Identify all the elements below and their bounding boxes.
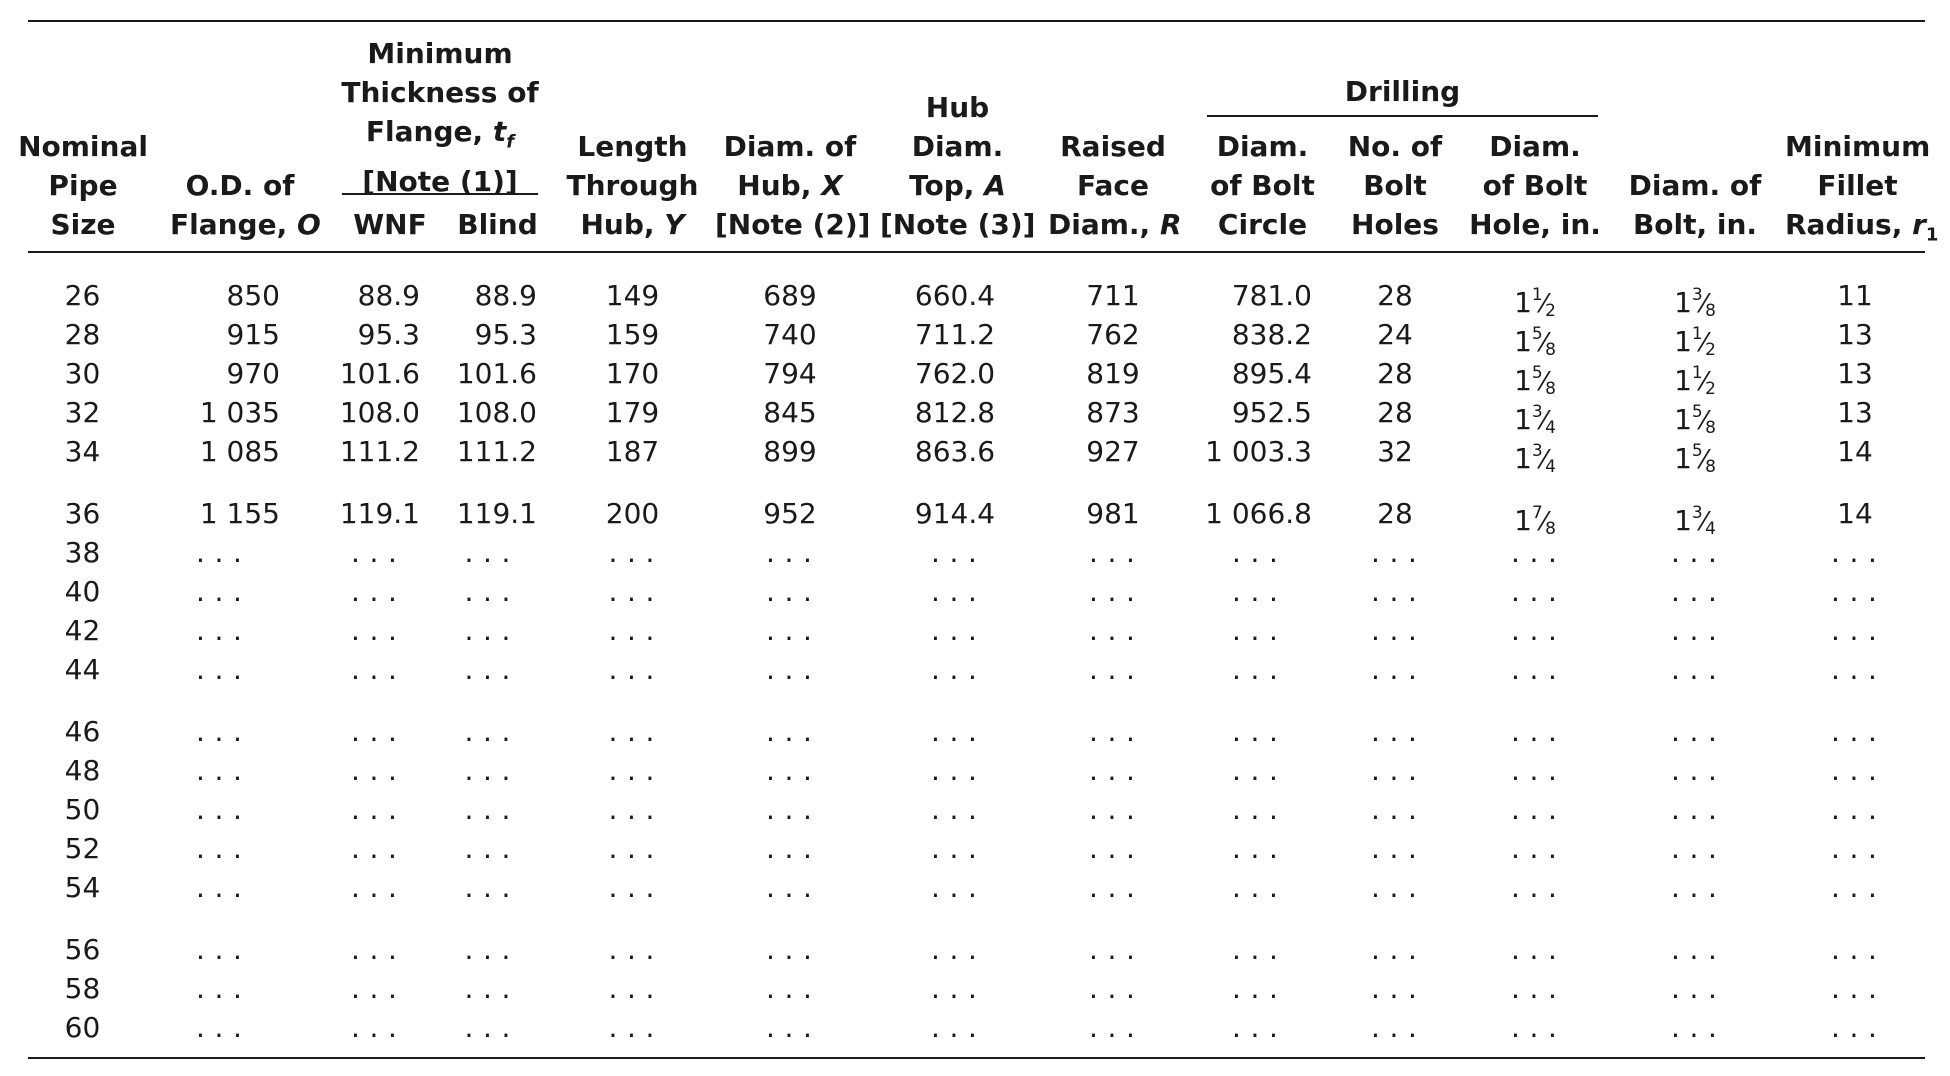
table-cell-od: . . .	[196, 715, 244, 748]
table-cell-bc: 1 066.8	[1205, 497, 1312, 530]
table-cell-blind: 101.6	[456, 357, 537, 390]
table-cell-a: . . .	[931, 715, 979, 748]
table-cell-a: . . .	[931, 793, 979, 826]
table-cell-nh: 28	[1377, 497, 1413, 530]
table-cell-a: 914.4	[914, 497, 996, 530]
table-cell-fillet: 14	[1837, 497, 1873, 530]
table-cell-bd: $1^3⁄_4$	[1674, 503, 1716, 539]
header-od-flange: O.D. of Flange, O	[170, 169, 321, 241]
header-diam-bolt-hole: Diam. of Bolt Hole, in.	[1469, 130, 1601, 241]
table-cell-y: . . .	[608, 653, 657, 686]
table-cell-nh: . . .	[1371, 933, 1419, 966]
table-cell-size: 30	[64, 357, 101, 390]
table-cell-y: . . .	[608, 972, 657, 1005]
header-wnf: WNF	[353, 208, 427, 241]
table-cell-bh: . . .	[1511, 933, 1559, 966]
table-cell-size: 36	[64, 497, 101, 530]
table-cell-bd: $1^5⁄_8$	[1674, 402, 1716, 438]
table-cell-nh: . . .	[1371, 614, 1419, 647]
table-cell-size: 34	[64, 435, 101, 468]
table-cell-wnf: 101.6	[339, 357, 420, 390]
table-cell-blind: . . .	[464, 754, 513, 787]
header-raised-face: Raised Face Diam., R	[1048, 130, 1182, 241]
table-cell-blind: . . .	[464, 972, 513, 1005]
table-cell-od: . . .	[196, 793, 244, 826]
table-cell-od: . . .	[196, 1011, 244, 1044]
table-cell-fillet: . . .	[1831, 536, 1879, 569]
table-cell-bc: . . .	[1232, 614, 1280, 647]
table-cell-od: 1 155	[199, 497, 280, 530]
table-cell-size: 32	[64, 396, 101, 429]
table-cell-size: 26	[64, 279, 101, 312]
table-cell-wnf: . . .	[351, 653, 399, 686]
table-cell-r: . . .	[1089, 871, 1137, 904]
table-cell-bd: . . .	[1671, 653, 1719, 686]
table-cell-a: . . .	[931, 871, 979, 904]
table-cell-x: 845	[763, 396, 817, 429]
table-cell-nh: . . .	[1371, 754, 1419, 787]
table-cell-r: 927	[1086, 435, 1140, 468]
table-cell-wnf: . . .	[351, 793, 399, 826]
table-cell-od: . . .	[196, 754, 244, 787]
table-cell-a: 812.8	[914, 396, 996, 429]
table-cell-blind: 108.0	[456, 396, 537, 429]
table-cell-size: 58	[64, 972, 101, 1005]
table-cell-a: . . .	[931, 1011, 979, 1044]
table-cell-bc: . . .	[1232, 793, 1280, 826]
table-cell-bh: . . .	[1511, 754, 1559, 787]
table-cell-bh: . . .	[1511, 575, 1559, 608]
table-cell-a: 863.6	[914, 435, 996, 468]
table-cell-size: 56	[64, 933, 101, 966]
table-cell-r: . . .	[1089, 653, 1137, 686]
table-cell-y: . . .	[608, 614, 657, 647]
table-cell-blind: 111.2	[456, 435, 537, 468]
table-cell-x: . . .	[766, 793, 814, 826]
table-cell-od: . . .	[196, 536, 244, 569]
table-cell-fillet: 14	[1837, 435, 1873, 468]
table-cell-r: 711	[1086, 279, 1140, 312]
table-cell-bh: . . .	[1511, 793, 1559, 826]
table-cell-fillet: . . .	[1831, 871, 1879, 904]
table-cell-x: . . .	[766, 653, 814, 686]
header-diam-hub: Diam. of Hub, X [Note (2)]	[715, 130, 871, 241]
table-cell-od: . . .	[196, 832, 244, 865]
table-cell-bh: $1^3⁄_4$	[1514, 441, 1556, 477]
table-cell-y: 179	[605, 396, 660, 429]
table-cell-a: . . .	[931, 832, 979, 865]
table-cell-x: . . .	[766, 933, 814, 966]
table-cell-od: . . .	[196, 871, 244, 904]
table-cell-y: . . .	[608, 536, 657, 569]
table-cell-bd: . . .	[1671, 933, 1719, 966]
table-cell-y: . . .	[608, 715, 657, 748]
table-cell-wnf: . . .	[351, 933, 399, 966]
table-cell-fillet: 13	[1837, 318, 1873, 351]
table-cell-y: 149	[605, 279, 660, 312]
table-cell-fillet: . . .	[1831, 933, 1879, 966]
table-cell-x: 689	[763, 279, 817, 312]
table-cell-r: . . .	[1089, 536, 1137, 569]
table-cell-od: . . .	[196, 614, 244, 647]
header-diam-bolt: Diam. of Bolt, in.	[1628, 169, 1762, 241]
table-cell-wnf: . . .	[351, 754, 399, 787]
table-cell-bc: 895.4	[1231, 357, 1312, 390]
table-cell-size: 60	[64, 1011, 101, 1044]
table-cell-blind: . . .	[464, 614, 513, 647]
table-cell-od: 915	[226, 318, 280, 351]
table-cell-bd: . . .	[1671, 575, 1719, 608]
table-cell-size: 54	[64, 871, 101, 904]
table-cell-a: 660.4	[914, 279, 996, 312]
table-cell-size: 42	[64, 614, 101, 647]
table-cell-a: . . .	[931, 614, 979, 647]
table-cell-wnf: 119.1	[339, 497, 420, 530]
table-cell-size: 38	[64, 536, 101, 569]
table-cell-y: . . .	[608, 1011, 657, 1044]
table-cell-bc: . . .	[1232, 972, 1280, 1005]
table-cell-a: . . .	[931, 536, 979, 569]
table-cell-bh: . . .	[1511, 871, 1559, 904]
table-cell-blind: 119.1	[456, 497, 537, 530]
table-cell-bd: . . .	[1671, 1011, 1719, 1044]
table-cell-bh: $1^3⁄_4$	[1514, 402, 1556, 438]
header-nominal-pipe-size: Nominal Pipe Size	[18, 130, 148, 241]
header-min-fillet: Minimum Fillet Radius, $r_1$	[1785, 130, 1939, 246]
table-cell-nh: . . .	[1371, 575, 1419, 608]
table-cell-bc: . . .	[1232, 536, 1280, 569]
table-cell-bc: . . .	[1232, 715, 1280, 748]
table-cell-r: . . .	[1089, 832, 1137, 865]
table-cell-bc: . . .	[1232, 933, 1280, 966]
table-cell-r: . . .	[1089, 972, 1137, 1005]
table-cell-fillet: 13	[1837, 396, 1873, 429]
table-cell-y: . . .	[608, 832, 657, 865]
table-cell-fillet: 13	[1837, 357, 1873, 390]
table-cell-bh: $1^5⁄_8$	[1514, 363, 1556, 399]
table-cell-fillet: . . .	[1831, 754, 1879, 787]
table-cell-blind: . . .	[464, 653, 513, 686]
table-cell-od: 970	[226, 357, 280, 390]
table-cell-bc: 781.0	[1231, 279, 1312, 312]
table-cell-nh: 24	[1377, 318, 1413, 351]
top-rule	[28, 20, 1925, 22]
table-cell-bh: . . .	[1511, 1011, 1559, 1044]
table-cell-size: 50	[64, 793, 101, 826]
table-cell-nh: 28	[1377, 357, 1413, 390]
header-blind: Blind	[457, 208, 538, 241]
table-cell-blind: . . .	[464, 536, 513, 569]
table-cell-x: . . .	[766, 575, 814, 608]
header-drilling: Drilling	[1344, 75, 1461, 108]
table-cell-y: . . .	[608, 871, 657, 904]
table-cell-bh: . . .	[1511, 653, 1559, 686]
table-cell-wnf: . . .	[351, 575, 399, 608]
header-bottom-rule	[28, 251, 1925, 253]
table-cell-a: 711.2	[914, 318, 996, 351]
table-cell-wnf: 111.2	[339, 435, 420, 468]
table-cell-wnf: . . .	[351, 715, 399, 748]
table-cell-x: . . .	[766, 871, 814, 904]
table-cell-y: . . .	[608, 933, 657, 966]
table-cell-fillet: . . .	[1831, 832, 1879, 865]
table-cell-bh: . . .	[1511, 614, 1559, 647]
table-cell-x: 899	[763, 435, 817, 468]
table-cell-r: 762	[1086, 318, 1140, 351]
table-cell-x: . . .	[766, 832, 814, 865]
table-cell-a: . . .	[931, 653, 979, 686]
table-cell-wnf: 108.0	[339, 396, 420, 429]
table-cell-blind: 88.9	[474, 279, 537, 312]
table-cell-r: . . .	[1089, 793, 1137, 826]
table-cell-bc: . . .	[1232, 871, 1280, 904]
table-cell-r: . . .	[1089, 1011, 1137, 1044]
table-cell-x: 794	[763, 357, 817, 390]
table-cell-bc: . . .	[1232, 832, 1280, 865]
table-cell-nh: . . .	[1371, 972, 1419, 1005]
table-cell-bd: . . .	[1671, 871, 1719, 904]
table-cell-blind: . . .	[464, 575, 513, 608]
table-cell-nh: . . .	[1371, 871, 1419, 904]
table-cell-od: 1 035	[199, 396, 280, 429]
table-cell-fillet: . . .	[1831, 614, 1879, 647]
table-cell-nh: 28	[1377, 279, 1413, 312]
table-cell-x: 952	[763, 497, 817, 530]
table-cell-blind: . . .	[464, 1011, 513, 1044]
table-cell-bd: $1^1⁄_2$	[1674, 324, 1716, 360]
table-cell-size: 44	[64, 653, 101, 686]
header-diam-bolt-circle: Diam. of Bolt Circle	[1210, 130, 1315, 241]
table-cell-nh: . . .	[1371, 715, 1419, 748]
table-cell-nh: . . .	[1371, 1011, 1419, 1044]
table-cell-fillet: . . .	[1831, 972, 1879, 1005]
table-cell-bd: . . .	[1671, 754, 1719, 787]
table-cell-a: . . .	[931, 575, 979, 608]
table-cell-bc: . . .	[1232, 1011, 1280, 1044]
table-cell-wnf: 88.9	[357, 279, 420, 312]
table-cell-wnf: . . .	[351, 1011, 399, 1044]
table-cell-bc: . . .	[1232, 754, 1280, 787]
table-cell-y: . . .	[608, 754, 657, 787]
table-cell-nh: . . .	[1371, 793, 1419, 826]
table-cell-size: 52	[64, 832, 101, 865]
table-cell-a: 762.0	[914, 357, 996, 390]
table-cell-a: . . .	[931, 972, 979, 1005]
table-cell-blind: . . .	[464, 871, 513, 904]
table-cell-bh: . . .	[1511, 536, 1559, 569]
table-cell-x: . . .	[766, 754, 814, 787]
table-cell-bc: . . .	[1232, 575, 1280, 608]
table-cell-x: . . .	[766, 1011, 814, 1044]
table-cell-od: 850	[226, 279, 280, 312]
table-cell-r: 819	[1086, 357, 1140, 390]
table-cell-bc: 952.5	[1231, 396, 1312, 429]
table-cell-nh: 28	[1377, 396, 1413, 429]
table-cell-r: . . .	[1089, 754, 1137, 787]
table-cell-blind: . . .	[464, 793, 513, 826]
table-cell-bd: $1^3⁄_8$	[1674, 285, 1716, 321]
table-cell-size: 46	[64, 715, 101, 748]
table-cell-fillet: . . .	[1831, 793, 1879, 826]
table-cell-y: 187	[605, 435, 660, 468]
table-cell-fillet: . . .	[1831, 575, 1879, 608]
table-cell-a: . . .	[931, 933, 979, 966]
table-cell-bh: . . .	[1511, 972, 1559, 1005]
table-cell-nh: . . .	[1371, 536, 1419, 569]
table-cell-blind: . . .	[464, 715, 513, 748]
table-cell-fillet: . . .	[1831, 1011, 1879, 1044]
table-cell-fillet: . . .	[1831, 715, 1879, 748]
table-cell-od: . . .	[196, 933, 244, 966]
table-cell-wnf: . . .	[351, 536, 399, 569]
table-cell-bd: . . .	[1671, 536, 1719, 569]
table-cell-r: . . .	[1089, 614, 1137, 647]
table-cell-bh: . . .	[1511, 715, 1559, 748]
table-cell-nh: . . .	[1371, 832, 1419, 865]
table-cell-bh: . . .	[1511, 832, 1559, 865]
header-hub-diam-top: Hub Diam. Top, A [Note (3)]	[880, 91, 1036, 241]
table-cell-od: . . .	[196, 972, 244, 1005]
table-cell-x: . . .	[766, 536, 814, 569]
table-cell-x: . . .	[766, 715, 814, 748]
table-cell-wnf: . . .	[351, 832, 399, 865]
table-cell-blind: 95.3	[474, 318, 537, 351]
table-cell-blind: . . .	[464, 832, 513, 865]
table-cell-wnf: 95.3	[357, 318, 420, 351]
table-cell-bh: $1^5⁄_8$	[1514, 324, 1556, 360]
table-cell-size: 40	[64, 575, 101, 608]
table-cell-r: 981	[1086, 497, 1140, 530]
table-cell-bd: . . .	[1671, 972, 1719, 1005]
header-no-bolt-holes: No. of Bolt Holes	[1347, 130, 1443, 241]
table-cell-nh: . . .	[1371, 653, 1419, 686]
table-cell-y: . . .	[608, 575, 657, 608]
table-cell-blind: . . .	[464, 933, 513, 966]
table-cell-wnf: . . .	[351, 972, 399, 1005]
table-cell-bd: . . .	[1671, 715, 1719, 748]
table-cell-a: . . .	[931, 754, 979, 787]
header-length-through-hub: Length Through Hub, Y	[566, 130, 699, 241]
table-cell-r: . . .	[1089, 575, 1137, 608]
table-cell-x: 740	[763, 318, 817, 351]
table-cell-nh: 32	[1377, 435, 1413, 468]
table-cell-fillet: 11	[1837, 279, 1873, 312]
table-cell-fillet: . . .	[1831, 653, 1879, 686]
table-cell-bd: . . .	[1671, 614, 1719, 647]
table-cell-x: . . .	[766, 614, 814, 647]
table-cell-od: . . .	[196, 575, 244, 608]
drilling-group-rule	[1207, 115, 1598, 117]
table-cell-wnf: . . .	[351, 614, 399, 647]
table-cell-r: . . .	[1089, 715, 1137, 748]
table-cell-size: 28	[64, 318, 101, 351]
table-cell-y: 159	[605, 318, 660, 351]
table-cell-wnf: . . .	[351, 871, 399, 904]
table-cell-bc: 838.2	[1231, 318, 1312, 351]
table-cell-od: 1 085	[199, 435, 280, 468]
table-cell-od: . . .	[196, 653, 244, 686]
table-cell-x: . . .	[766, 972, 814, 1005]
table-cell-y: 200	[605, 497, 660, 530]
table-cell-y: . . .	[608, 793, 657, 826]
table-cell-bd: . . .	[1671, 793, 1719, 826]
table-cell-r: . . .	[1089, 933, 1137, 966]
table-cell-bd: . . .	[1671, 832, 1719, 865]
table-cell-r: 873	[1086, 396, 1140, 429]
bottom-rule	[28, 1057, 1925, 1059]
table-cell-size: 48	[64, 754, 101, 787]
header-min-thickness: Minimum Thickness of Flange, $t_f$ [Note (1)]	[341, 37, 539, 198]
table-cell-bd: $1^5⁄_8$	[1674, 441, 1716, 477]
table-cell-y: 170	[605, 357, 660, 390]
table-cell-bc: . . .	[1232, 653, 1280, 686]
table-cell-bd: $1^1⁄_2$	[1674, 363, 1716, 399]
table-cell-bh: $1^7⁄_8$	[1514, 503, 1556, 539]
table-cell-bh: $1^1⁄_2$	[1514, 285, 1556, 321]
table-cell-bc: 1 003.3	[1205, 435, 1312, 468]
